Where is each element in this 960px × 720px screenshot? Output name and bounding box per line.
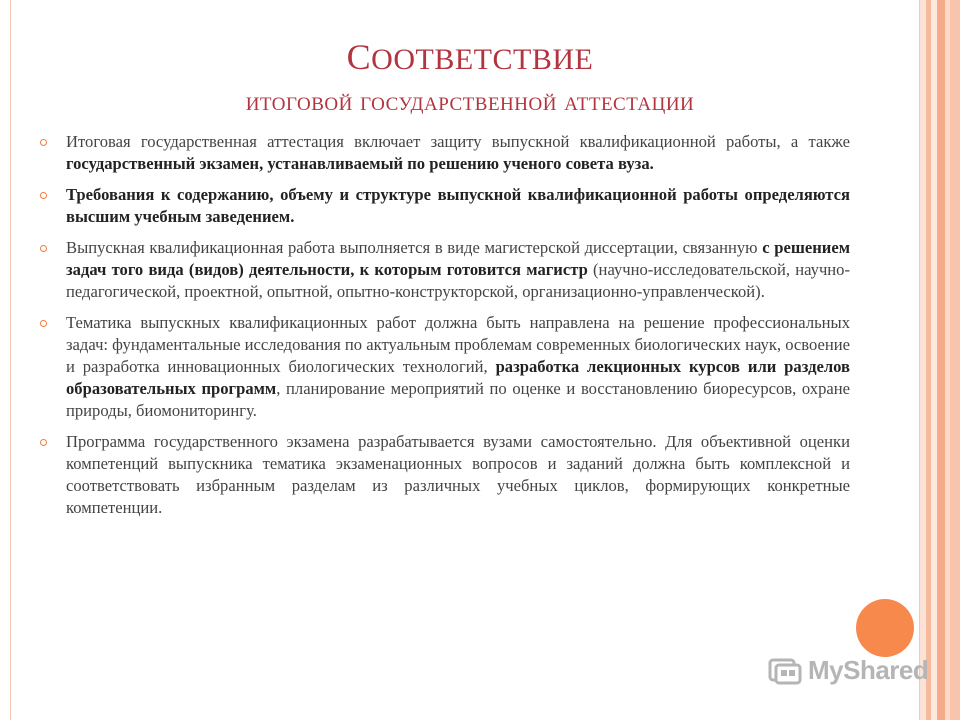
item-text: Тематика выпускных квалификационных работ должна быть направлена на решение профессиональных задач: фундаментальные исследования по актуальным проблемам современных биологических наук, освоение и разработка инновационных биологических технологий, [66, 313, 850, 376]
slide-title [20, 36, 920, 78]
bullet-icon [40, 192, 47, 199]
bullet-icon [40, 245, 47, 252]
item-text: Выпускная квалификационная работа выполняется в виде магистерской диссертации, связанную [66, 238, 763, 257]
decorative-circle [856, 599, 914, 657]
watermark-text: MyShared [808, 655, 929, 685]
item-text: Итоговая государственная аттестация включает защиту выпускной квалификационной работы, а также [66, 132, 850, 151]
list-item [40, 184, 850, 228]
bullet-icon [40, 439, 47, 446]
list-item [40, 237, 850, 303]
slide-subtitle: итоговой государственной аттестации [245, 86, 695, 116]
list-item [40, 131, 850, 175]
item-text: Программа государственного экзамена разрабатывается вузами самостоятельно. Для объективной оценки компетенций выпускника тематика экзаменационных вопросов и заданий должна быть комплексной и соответствовать избранным разделам из различных учебных циклов, формирующих конкретные компетенции. [66, 432, 850, 517]
decorative-stripes [920, 0, 960, 720]
bullet-icon [40, 139, 47, 146]
title-first-letter: С [346, 37, 372, 77]
item-bold-text: государственный экзамен, устанавливаемый по решению ученого совета вуза. [66, 154, 654, 173]
bullet-list [40, 131, 850, 528]
item-bold-text: с решением задач того вида (видов) деятельности, к которым готовится магистр [66, 238, 850, 279]
item-bold-text: Требования к содержанию, объему и структуре выпускной квалификационной работы определяются высшим учебным заведением. [66, 185, 850, 226]
bullet-icon [40, 320, 47, 327]
item-bold-text: разработка лекционных курсов или разделов образовательных программ [66, 357, 850, 398]
myshared-logo-icon [768, 656, 802, 686]
watermark-logo [768, 655, 928, 686]
item-text: , планирование мероприятий по оценке и восстановлению биоресурсов, охране природы, биомониторингу. [66, 379, 851, 420]
list-item [40, 312, 850, 422]
title-rest: ООТВЕТСТВИЕ [371, 43, 594, 76]
item-text: (научно-исследовательской, научно-педагогической, проектной, опытной, опытно-конструкторской, организационно-управленческой). [66, 260, 850, 301]
list-item [40, 431, 850, 519]
